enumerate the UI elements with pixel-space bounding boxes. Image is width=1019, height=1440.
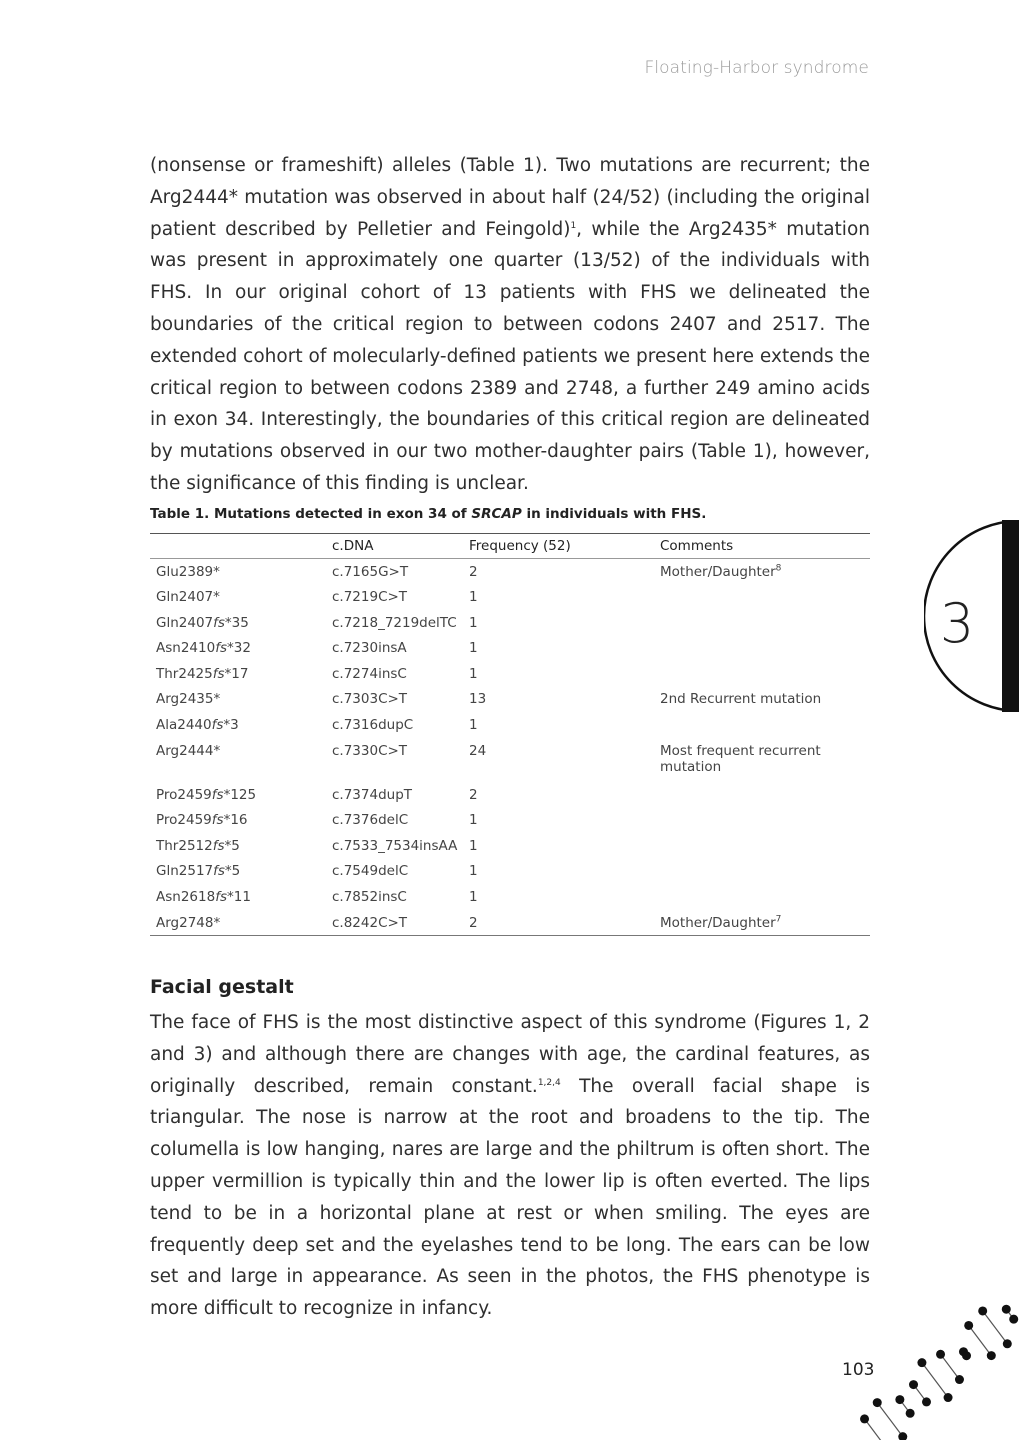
helix-node — [1009, 1315, 1018, 1324]
citation: 1,2,4 — [537, 1077, 561, 1088]
table-row: Arg2748* c.8242C>T 2 Mother/Daughter$^7$ — [150, 910, 870, 936]
table-row: Ala2440fs*3 c.7316dupC 1 — [156, 717, 478, 734]
table-row: Glu2389* c.7165G>T 2 Mother/Daughter$^8$ — [156, 563, 782, 580]
helix-node — [860, 1414, 869, 1423]
helix-node — [906, 1409, 915, 1418]
helix-node — [1003, 1339, 1012, 1348]
helix-rung — [877, 1403, 903, 1437]
table-caption: Table 1. Mutations detected in exon 34 of SRCAP in individuals with FHS. — [150, 506, 707, 522]
table-row: Arg2435* c.7303C>T 13 2nd Recurrent mutation — [156, 691, 822, 708]
helix-node — [987, 1351, 996, 1360]
helix-rung — [969, 1325, 992, 1355]
table-row: Arg2444* c.7330C>T 24 Most frequent recurrent mutation — [156, 742, 821, 775]
helix-node — [964, 1321, 973, 1330]
citation: 1 — [570, 220, 577, 231]
column-header: Frequency (52) — [469, 534, 660, 559]
page-number: 103 — [842, 1360, 875, 1380]
citation: 7 — [775, 914, 782, 925]
table-row: Gln2517fs*5 c.7549delC 1 — [156, 863, 478, 880]
chapter-tab — [924, 520, 1019, 712]
helix-node — [1002, 1305, 1011, 1314]
column-header — [150, 534, 332, 559]
table-header-row — [150, 534, 870, 559]
section-heading: Facial gestalt — [150, 976, 294, 998]
mutations-table — [150, 533, 870, 936]
table-row: Thr2425fs*17 c.7274insC 1 — [156, 665, 478, 682]
body-paragraph: The face of FHS is the most distinctive aspect of this syndrome (Figures 1, 2 and 3) and although there are changes with age, the cardinal features, as originally described, remain constant.$^{1,2,4}$ The overall facial shape is triangular. The nose is narrow at the root and broadens to the tip. The columella is low hanging, nares are large and the philtrum is often short. The upper vermillion is typically thin and the lower lip is often everted. The lips tend to be in a horizontal plane at rest or when smiling. The eyes are frequently deep set and the eyelashes tend to be long. The ears can be low set and large in appearance. As seen in the photos, the FHS phenotype is more difficult to recognize in infancy. — [150, 1012, 870, 1320]
helix-node — [909, 1380, 918, 1389]
table-row: Pro2459fs*16 c.7376delC 1 — [156, 812, 478, 829]
helix-node — [917, 1358, 926, 1367]
column-header: c.DNA — [332, 534, 469, 559]
helix-node — [895, 1395, 904, 1404]
table-row: Asn2618fs*11 c.7852insC 1 — [156, 889, 478, 906]
table-row: Gln2407* c.7219C>T 1 — [156, 589, 478, 606]
helix-rung — [983, 1311, 1008, 1344]
table-row: Pro2459fs*125 c.7374dupT 2 — [156, 786, 478, 803]
body-paragraph: (nonsense or frameshift) alleles (Table 1). Two mutations are recurrent; the Arg2444* mutation was observed in about half (24/52) (including the original patient described by Pelletier and Feingold)$^1$, while the Arg2435* mutation was present in approximately one quarter (13/52) of the individuals with FHS. In our original cohort of 13 patients with FHS we delineated the boundaries of the critical region to between codons 2407 and 2517. The extended cohort of molecularly-defined patients we present here extends the critical region to between codons 2389 and 2748, a further 249 amino acids in exon 34. Interestingly, the boundaries of this critical region are delineated by mutations observed in our two mother-daughter pairs (Table 1), however, the significance of this finding is unclear. — [150, 155, 870, 494]
helix-rung — [941, 1354, 960, 1379]
table-row: Thr2512fs*5 c.7533_7534insAA 1 — [156, 837, 478, 854]
helix-node — [955, 1375, 964, 1384]
table-row: Asn2410fs*32 c.7230insA 1 — [156, 640, 478, 657]
helix-node — [922, 1397, 931, 1406]
helix-node — [873, 1398, 882, 1407]
chapter-number: 3 — [939, 592, 975, 655]
running-header: Floating-Harbor syndrome — [644, 58, 869, 78]
helix-node — [936, 1350, 945, 1359]
helix-node — [944, 1393, 953, 1402]
table-row: Gln2407fs*35 c.7218_7219delTC 1 — [156, 614, 478, 631]
column-header: Comments — [660, 534, 870, 559]
helix-rung — [922, 1363, 948, 1398]
citation: 8 — [775, 563, 782, 574]
helix-node — [978, 1306, 987, 1315]
dna-helix-decoration — [850, 1296, 1019, 1440]
helix-node — [962, 1351, 971, 1360]
